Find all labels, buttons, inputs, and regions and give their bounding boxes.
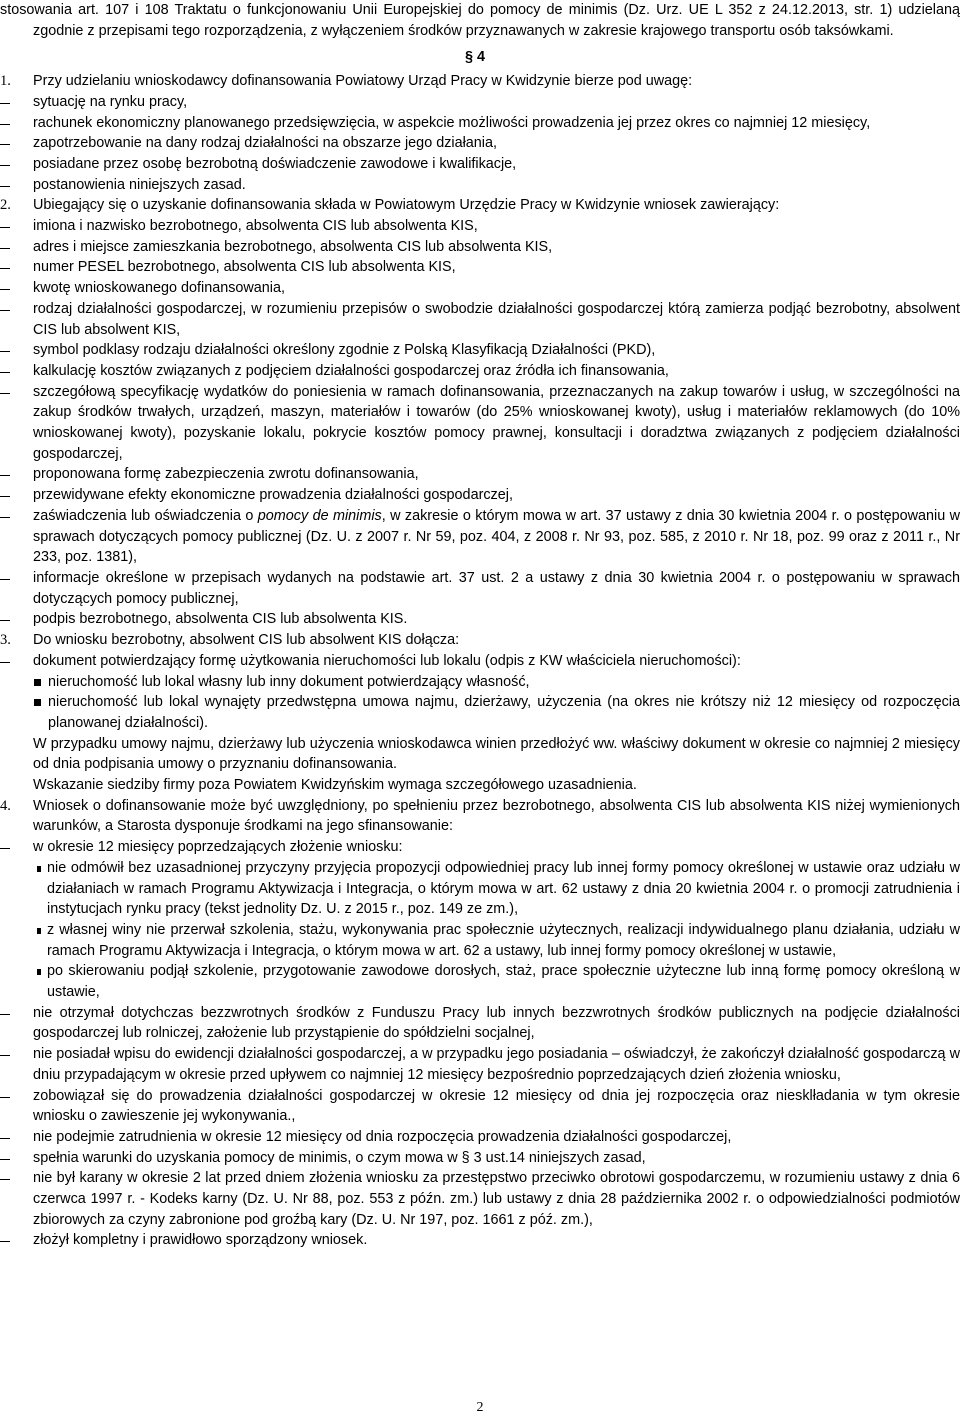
sub-list-item-text: nieruchomość lub lokal wynajęty przedwstępna umowa najmu, dzierżawy, użyczenia (na okres nie krótszy niż 12 miesięcy od rozpoczęcia planowanej działalności).	[48, 694, 960, 731]
list-item-text: kalkulację kosztów związanych z podjęciem działalności gospodarczej oraz źródła ich finansowania,	[33, 362, 669, 379]
list-item	[0, 154, 960, 175]
list-item-text: zaświadczenia lub oświadczenia o	[33, 507, 258, 524]
dash-icon	[0, 124, 10, 125]
list-item-text: spełnia warunki do uzyskania pomocy de minimis, o czym mowa w § 3 ust.14 niniejszych zasad,	[33, 1149, 646, 1166]
dash-icon	[0, 579, 10, 580]
list-item-text: proponowana formę zabezpieczenia zwrotu dofinansowania,	[33, 466, 419, 483]
point-2	[0, 195, 960, 216]
list-item-text: symbol podklasy rodzaju działalności określony zgodnie z Polską Klasyfikacją Działalności (PKD),	[33, 342, 656, 359]
list-item	[0, 278, 960, 299]
point-number: 3.	[0, 632, 11, 649]
list-item-text: w okresie 12 miesięcy poprzedzających złożenie wniosku:	[33, 839, 403, 856]
paragraph: W przypadku umowy najmu, dzierżawy lub użyczenia wnioskodawca winien przedłożyć ww. właściwy dokument w okresie co najmniej 2 miesięcy od dnia podpisania umowy o przyznaniu dofinansowania.	[33, 735, 960, 773]
dash-icon	[0, 1055, 10, 1056]
list-item-italic-text: pomocy de minimis	[257, 507, 382, 524]
list-item	[0, 651, 960, 672]
list-item-text: podpis bezrobotnego, absolwenta CIS lub absolwenta KIS.	[33, 611, 408, 628]
list-item	[0, 1168, 960, 1230]
list-item-text: adres i miejsce zamieszkania bezrobotnego, absolwenta CIS lub absolwenta KIS,	[33, 238, 553, 255]
sub-list-item	[0, 672, 960, 693]
list-item	[0, 609, 960, 630]
list-item	[0, 237, 960, 258]
list-item-text: dokument potwierdzający formę użytkowania nieruchomości lub lokalu (odpis z KW właściciela nieruchomości):	[33, 652, 741, 669]
list-item-text: postanowienia niniejszych zasad.	[33, 176, 246, 193]
list-item	[0, 216, 960, 237]
dash-icon	[0, 620, 10, 621]
list-item-text: zobowiązał się do prowadzenia działalności gospodarczej w okresie 12 miesięcy od dnia jej rozpoczęcia oraz niesklładania w tym okresie wniosku o zawieszenie jej wykonywania.,	[33, 1087, 960, 1125]
intro-text: stosowania art. 107 i 108 Traktatu o funkcjonowaniu Unii Europejskiej do pomocy de minimis (Dz. Urz. UE L 352 z 24.12.2013, str. 1) udzielaną zgodnie z przepisami tego rozporządzenia, z wyłączeniem środków przyznawanych w zakresie krajowego transportu osób taksówkami.	[0, 2, 960, 39]
list-item-minimis	[0, 506, 960, 568]
list-item-text: nie podejmie zatrudnienia w okresie 12 miesięcy od dnia rozpoczęcia prowadzenia działalności gospodarczej,	[33, 1128, 732, 1145]
dash-icon	[0, 186, 10, 187]
list-item	[0, 837, 960, 858]
sub-list-item	[0, 692, 960, 733]
point-number: 1.	[0, 73, 11, 90]
list-item-text: numer PESEL bezrobotnego, absolwenta CIS lub absolwenta KIS,	[33, 259, 456, 276]
dash-icon	[0, 227, 10, 228]
list-item-text: informacje określone w przepisach wydanych na podstawie art. 37 ust. 2 a ustawy z dnia 30 kwietnia 2004 r. o postępowaniu w sprawach dotyczących pomocy publicznej,	[33, 569, 960, 607]
dash-icon	[0, 1159, 10, 1160]
list-item-text: rachunek ekonomiczny planowanego przedsięwzięcia, w aspekcie możliwości prowadzenia jej przez okres co najmniej 12 miesięcy,	[33, 114, 871, 131]
list-item-text: przewidywane efekty ekonomiczne prowadzenia działalności gospodarczej,	[33, 487, 513, 504]
dash-icon	[0, 1097, 10, 1098]
list-item	[0, 1086, 960, 1127]
list-item	[0, 1127, 960, 1148]
list-item-text: szczegółową specyfikację wydatków do poniesienia w ramach dofinansowania, przeznaczanych na zakup towarów i usług, w szczególności na zakup środków trwałych, urządzeń, maszyn, materiałów i towarów (do 25% wnioskowanej kwoty), usług i materiałów reklamowych (do 10% wnioskowanej kwoty), pozyskanie lokalu, pokrycie kosztów pomocy prawnej, konsultacji i doradztwa związanych z podjęciem działalności gospodarczej,	[33, 383, 960, 462]
list-item-text: posiadane przez osobę bezrobotną doświadczenie zawodowe i kwalifikacje,	[33, 155, 517, 172]
list-item-text: imiona i nazwisko bezrobotnego, absolwenta CIS lub absolwenta KIS,	[33, 218, 478, 235]
sub-list-item-text: nieruchomość lub lokal własny lub inny dokument potwierdzający własność,	[48, 673, 530, 690]
point-text: Do wniosku bezrobotny, absolwent CIS lub absolwent KIS dołącza:	[33, 632, 460, 649]
list-item	[0, 175, 960, 196]
point-text: Ubiegający się o uzyskanie dofinansowania składa w Powiatowym Urzędzie Pracy w Kwidzynie wniosek zawierający:	[33, 197, 780, 214]
dash-icon	[0, 517, 10, 518]
page-number: 2	[476, 1400, 484, 1415]
list-item-text: , w zakresie o którym mowa w art. 37 ustawy z dnia 30 kwietnia 2004 r. o postępowaniu w sprawach dotyczących pomocy publicznej (Dz. U. z 2007 r. Nr 59, poz. 404, z 2008 r. Nr 93, poz. 585, z 2010 r. Nr 18, poz. 99 oraz z 2011 r., Nr 233, poz. 1381),	[33, 507, 960, 566]
point-text: Wniosek o dofinansowanie może być uwzględniony, po spełnieniu przez bezrobotnego, absolwenta CIS lub absolwenta KIS niżej wymienionych warunków, a Starosta dysponuje środkami na jego sfinansowanie:	[33, 797, 960, 835]
paragraph: Wskazanie siedziby firmy poza Powiatem Kwidzyńskim wymaga szczegółowego uzasadnienia.	[33, 777, 637, 794]
point-3	[0, 630, 960, 651]
list-item-text: nie był karany w okresie 2 lat przed dniem złożenia wniosku za przestępstwo przeciwko obrotowi gospodarczemu, w rozumieniu ustawy z dnia 6 czerwca 1997 r. - Kodeks karny (Dz. U. Nr 88, poz. 553 z późn. zm.) lub ustawy z dnia 28 października 2002 r. o odpowiedzialności podmiotów zbiorowych za czyny zabronione pod groźbą kary (Dz. U. Nr 197, poz. 1661 z póź. zm.),	[33, 1170, 960, 1228]
point-number: 4.	[0, 797, 11, 814]
list-item-text: kwotę wnioskowanego dofinansowania,	[33, 280, 285, 297]
sub-list-item-text: nie odmówił bez uzasadnionej przyczyny przyjęcia propozycji odpowiedniej pracy lub innej formy pomocy określonej w ustawie oraz udziału w działaniach w ramach Programu Aktywizacja i Integracja, o którym mowa w art. 62 ustawy z dnia 20 kwietnia 2004 r. o promocji zatrudnienia i instytucjach rynku pracy (tekst jednolity Dz. U. z 2015 r., poz. 149 ze zm.),	[47, 859, 960, 918]
dash-icon	[0, 1241, 10, 1242]
dash-icon	[0, 351, 10, 352]
sub-list-item	[0, 858, 960, 920]
dash-icon	[0, 393, 10, 394]
dash-icon	[0, 144, 10, 145]
point-number: 2.	[0, 197, 11, 214]
section-heading: § 4	[465, 49, 486, 66]
dash-icon	[0, 268, 10, 269]
list-item	[0, 299, 960, 340]
dash-icon	[0, 372, 10, 373]
list-item	[0, 1148, 960, 1169]
dash-icon	[0, 662, 10, 663]
list-item	[0, 257, 960, 278]
small-square-bullet-icon	[37, 928, 41, 934]
list-item	[0, 568, 960, 609]
square-bullet-icon	[34, 679, 41, 686]
small-square-bullet-icon	[37, 969, 41, 975]
sub-list-item-text: po skierowaniu podjął szkolenie, przygotowanie zawodowe dorosłych, staż, prace społecznie użyteczne lub inną formę pomocy określoną w ustawie,	[47, 963, 960, 1001]
dash-icon	[0, 310, 10, 311]
point-4	[0, 796, 960, 837]
dash-icon	[0, 248, 10, 249]
list-item-text: sytuację na rynku pracy,	[33, 93, 188, 110]
list-item	[0, 1003, 960, 1044]
list-item	[0, 340, 960, 361]
dash-icon	[0, 103, 10, 104]
small-square-bullet-icon	[37, 866, 41, 872]
dash-icon	[0, 165, 10, 166]
list-item	[0, 113, 960, 134]
sub-list-item	[0, 961, 960, 1002]
list-item	[0, 1044, 960, 1085]
list-item	[0, 485, 960, 506]
dash-icon	[0, 475, 10, 476]
list-item-text: rodzaj działalności gospodarczej, w rozumieniu przepisów o swobodzie działalności gospodarczej którą zamierza podjąć bezrobotny, absolwent CIS lub absolwent KIS,	[33, 300, 960, 338]
list-item-text: złożył kompletny i prawidłowo sporządzony wniosek.	[33, 1232, 368, 1249]
intro-paragraph	[0, 0, 960, 41]
square-bullet-icon	[34, 699, 41, 706]
dash-icon	[0, 1138, 10, 1139]
list-item-text: nie posiadał wpisu do ewidencji działalności gospodarczej, a w przypadku jego posiadania – oświadczył, że zakończył działalność gospodarczą w dniu przypadającym w okresie przed upływem co najmniej 12 miesięcy bezpośrednio poprzedzających dzień złożenia wniosku,	[33, 1046, 960, 1083]
dash-icon	[0, 289, 10, 290]
list-item	[0, 1230, 960, 1251]
list-item	[0, 464, 960, 485]
point-text: Przy udzielaniu wnioskodawcy dofinansowania Powiatowy Urząd Pracy w Kwidzynie bierze pod uwagę:	[33, 73, 693, 90]
dash-icon	[0, 1014, 10, 1015]
list-item-text: nie otrzymał dotychczas bezzwrotnych środków z Funduszu Pracy lub innych bezzwrotnych środków publicznych na podjęcie działalności gospodarczej lub rolniczej, założenie lub przystąpienie do spółdzielni socjalnej,	[33, 1004, 960, 1042]
sub-list-item-text: z własnej winy nie przerwał szkolenia, stażu, wykonywania prac społecznie użytecznych, realizacji indywidualnego planu działania, udziału w ramach Programu Aktywizacja i Integracja, o którym mowa w art. 62 a ustawy, lub innej formy pomocy określonej w ustawie,	[47, 921, 960, 959]
list-item	[0, 382, 960, 465]
list-item-text: zapotrzebowanie na dany rodzaj działalności na obszarze jego działania,	[33, 135, 497, 152]
list-item	[0, 133, 960, 154]
dash-icon	[0, 496, 10, 497]
point-1	[0, 71, 960, 92]
list-item	[0, 361, 960, 382]
list-item	[0, 92, 960, 113]
dash-icon	[0, 1179, 10, 1180]
dash-icon	[0, 848, 10, 849]
sub-list-item	[0, 920, 960, 961]
